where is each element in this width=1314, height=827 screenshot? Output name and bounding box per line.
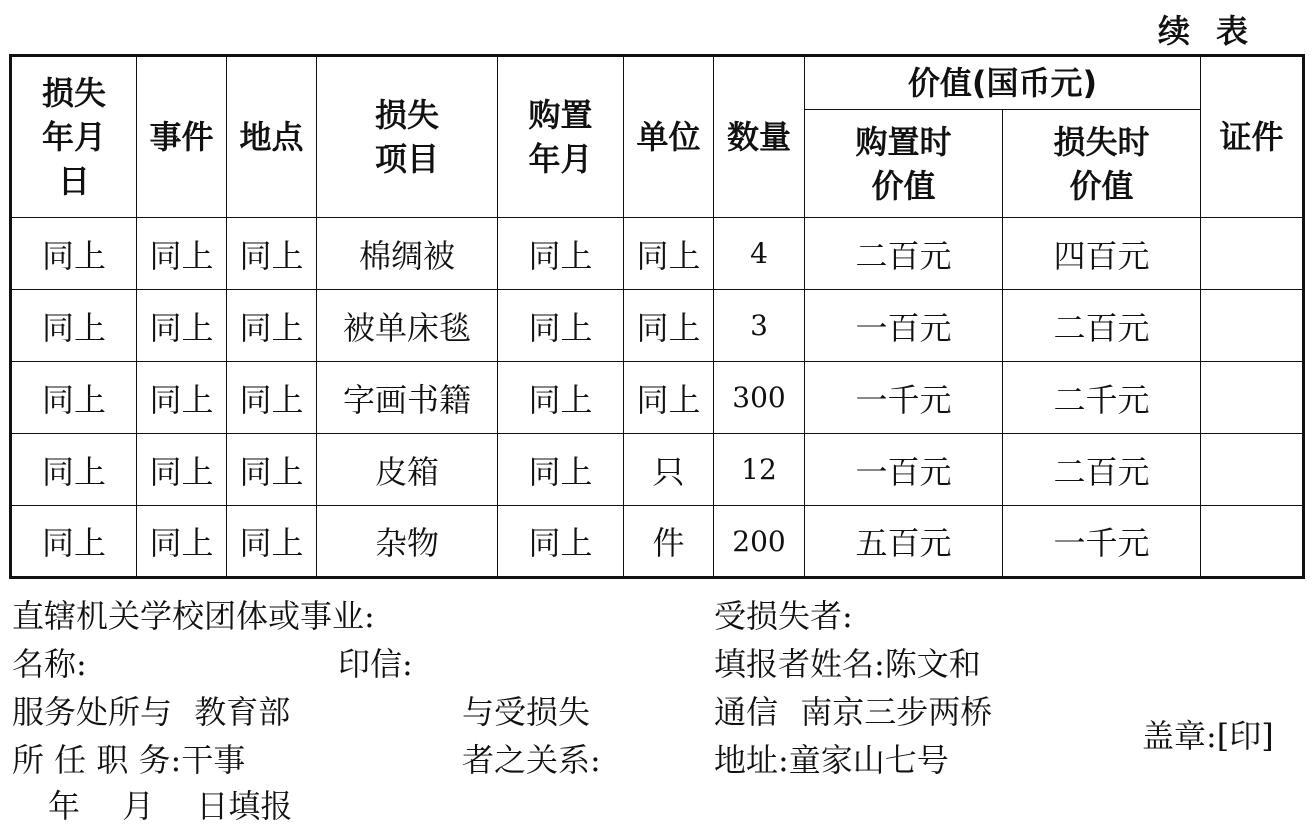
table-row — [11, 506, 1304, 578]
cell-item: 杂物 — [317, 506, 498, 578]
header-quantity: 数量 — [714, 56, 805, 218]
cell-quantity: 3 — [714, 290, 805, 362]
page-title: 续表 — [1158, 12, 1275, 50]
cell-value-at-purchase: 一百元 — [805, 434, 1003, 506]
header-loss-date: 损失年月日 — [11, 56, 137, 218]
cell-item: 字画书籍 — [317, 362, 498, 434]
cell-quantity: 12 — [714, 434, 805, 506]
cell-item: 被单床毯 — [317, 290, 498, 362]
cell-certificate — [1201, 290, 1304, 362]
address-line-2 — [714, 740, 949, 780]
loss-report-table — [9, 54, 1305, 579]
org-label: 直辖机关学校团体或事业: — [12, 597, 375, 635]
cell-loss-date: 同上 — [11, 362, 137, 434]
cell-purchase-date: 同上 — [498, 290, 624, 362]
cell-item: 皮箱 — [317, 434, 498, 506]
cell-unit: 同上 — [624, 362, 714, 434]
cell-event: 同上 — [137, 218, 227, 290]
cell-purchase-date: 同上 — [498, 218, 624, 290]
header-value-at-loss: 损失时价值 — [1003, 110, 1201, 218]
address-value-1: 南京三步两桥 — [800, 693, 993, 731]
service-label: 服务处所与 — [12, 693, 173, 731]
header-value-group: 价值(国币元) — [805, 56, 1201, 110]
position-value: 干事 — [181, 741, 246, 779]
service-value: 教育部 — [194, 693, 291, 731]
cell-event: 同上 — [137, 290, 227, 362]
cell-value-at-loss: 二百元 — [1003, 434, 1201, 506]
table-row — [11, 434, 1304, 506]
cell-location: 同上 — [227, 218, 317, 290]
relation-label-1: 与受损失 — [462, 693, 591, 731]
table-row — [11, 290, 1304, 362]
service-location — [12, 692, 290, 732]
cell-value-at-purchase: 一千元 — [805, 362, 1003, 434]
cell-purchase-date: 同上 — [498, 362, 624, 434]
name-label: 名称: — [12, 645, 87, 683]
stamp — [1142, 716, 1274, 756]
cell-location: 同上 — [227, 506, 317, 578]
stamp-value: [印] — [1216, 717, 1274, 755]
cell-certificate — [1201, 218, 1304, 290]
cell-quantity: 4 — [714, 218, 805, 290]
cell-purchase-date: 同上 — [498, 506, 624, 578]
relation-label-2: 者之关系: — [462, 741, 601, 779]
cell-value-at-loss: 一千元 — [1003, 506, 1201, 578]
cell-event: 同上 — [137, 434, 227, 506]
cell-loss-date: 同上 — [11, 290, 137, 362]
address-label-2: 地址: — [714, 741, 789, 779]
cell-loss-date: 同上 — [11, 218, 137, 290]
address-line-1 — [714, 692, 992, 732]
header-purchase-date: 购置年月 — [498, 56, 624, 218]
cell-unit: 件 — [624, 506, 714, 578]
date-line: 年 月 日填报 — [48, 787, 293, 825]
filler-name-value: 陈文和 — [884, 645, 981, 683]
cell-certificate — [1201, 434, 1304, 506]
position — [12, 740, 245, 780]
address-label-1: 通信 — [714, 693, 779, 731]
cell-unit: 同上 — [624, 290, 714, 362]
victim-label: 受损失者: — [714, 597, 853, 635]
cell-purchase-date: 同上 — [498, 434, 624, 506]
table-row — [11, 218, 1304, 290]
header-certificate: 证件 — [1201, 56, 1304, 218]
cell-location: 同上 — [227, 362, 317, 434]
header-event: 事件 — [137, 56, 227, 218]
cell-unit: 只 — [624, 434, 714, 506]
position-label: 所 任 职 务: — [12, 741, 182, 779]
stamp-label: 盖章: — [1142, 717, 1217, 755]
cell-value-at-loss: 四百元 — [1003, 218, 1201, 290]
cell-loss-date: 同上 — [11, 506, 137, 578]
cell-value-at-purchase: 一百元 — [805, 290, 1003, 362]
cell-value-at-loss: 二千元 — [1003, 362, 1201, 434]
header-loss-item: 损失项目 — [317, 56, 498, 218]
cell-event: 同上 — [137, 362, 227, 434]
cell-value-at-purchase: 五百元 — [805, 506, 1003, 578]
header-location: 地点 — [227, 56, 317, 218]
cell-unit: 同上 — [624, 218, 714, 290]
filler-name-label: 填报者姓名: — [714, 645, 885, 683]
cell-location: 同上 — [227, 290, 317, 362]
cell-event: 同上 — [137, 506, 227, 578]
address-value-2: 童家山七号 — [788, 741, 949, 779]
cell-loss-date: 同上 — [11, 434, 137, 506]
cell-location: 同上 — [227, 434, 317, 506]
cell-quantity: 200 — [714, 506, 805, 578]
seal-label: 印信: — [338, 645, 413, 683]
header-unit: 单位 — [624, 56, 714, 218]
cell-value-at-purchase: 二百元 — [805, 218, 1003, 290]
cell-quantity: 300 — [714, 362, 805, 434]
cell-value-at-loss: 二百元 — [1003, 290, 1201, 362]
cell-certificate — [1201, 362, 1304, 434]
table-row — [11, 362, 1304, 434]
cell-certificate — [1201, 506, 1304, 578]
filler-name — [714, 644, 981, 684]
header-value-at-purchase: 购置时价值 — [805, 110, 1003, 218]
cell-item: 棉绸被 — [317, 218, 498, 290]
